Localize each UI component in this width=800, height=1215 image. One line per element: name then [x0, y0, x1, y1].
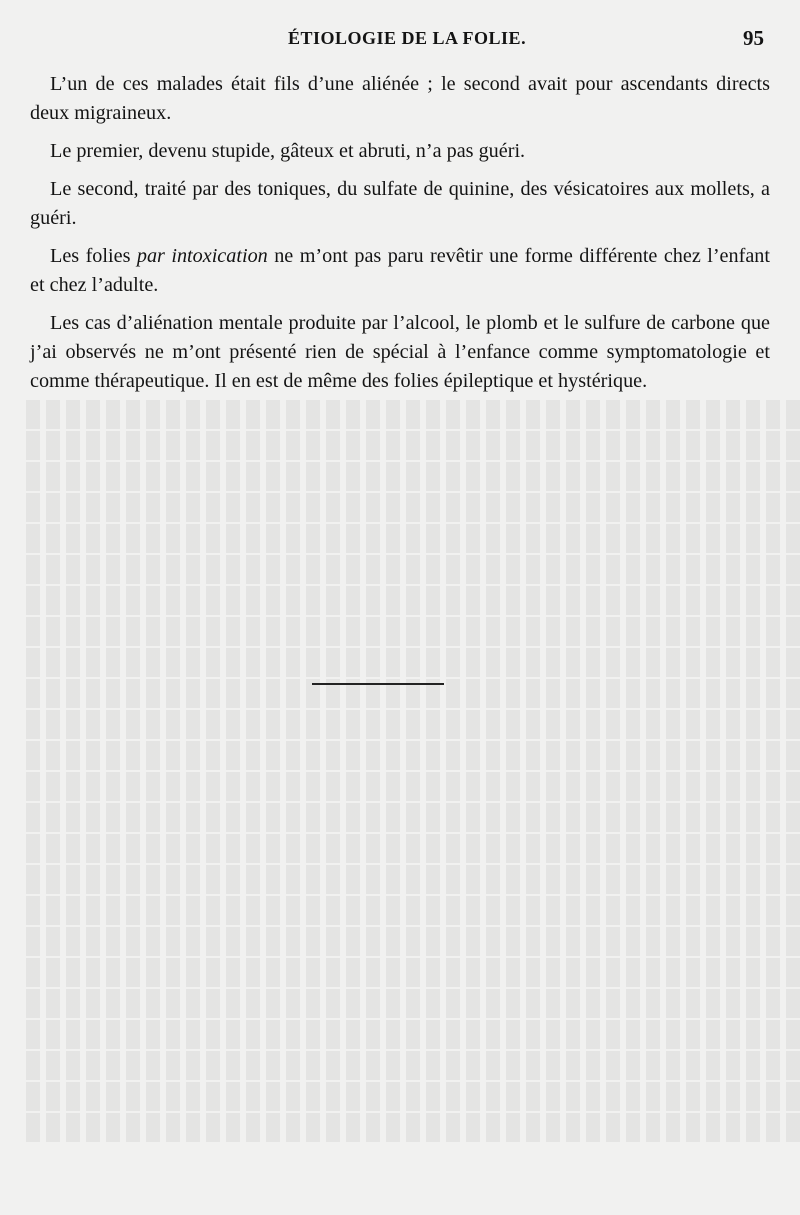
- page-header: [0, 26, 800, 56]
- paragraph-4-emphasis: par intoxication: [136, 245, 268, 267]
- running-title: ÉTIOLOGIE DE LA FOLIE.: [288, 28, 527, 48]
- paragraph-4-end: ne m’ont pas paru revêtir une forme différente chez l’enfant et chez l’adulte.: [30, 245, 770, 296]
- page-number: 95: [743, 26, 764, 50]
- bleed-through-background: [20, 400, 800, 1144]
- paragraph-4-start: Les folies: [50, 245, 137, 267]
- paragraph-2: Le premier, devenu stupide, gâteux et abruti, n’a pas guéri.: [50, 140, 526, 162]
- section-end-rule: [312, 683, 444, 685]
- paragraph-4: [30, 242, 770, 300]
- paragraph-1: L’un de ces malades était fils d’une aliénée ; le second avait pour ascendants directs deux migraineux.: [30, 73, 770, 124]
- paragraph-3: Le second, traité par des toniques, du sulfate de quinine, des vésicatoires aux mollets, a guéri.: [30, 178, 770, 229]
- paragraph-5: Les cas d’aliénation mentale produite par l’alcool, le plomb et le sulfure de carbone que j’ai observés ne m’ont présenté rien de spécial à l’enfance comme symptomatologie et comme thérapeutique. Il en est de même des folies épileptique et hystérique.: [30, 312, 770, 392]
- page-body: [30, 70, 770, 405]
